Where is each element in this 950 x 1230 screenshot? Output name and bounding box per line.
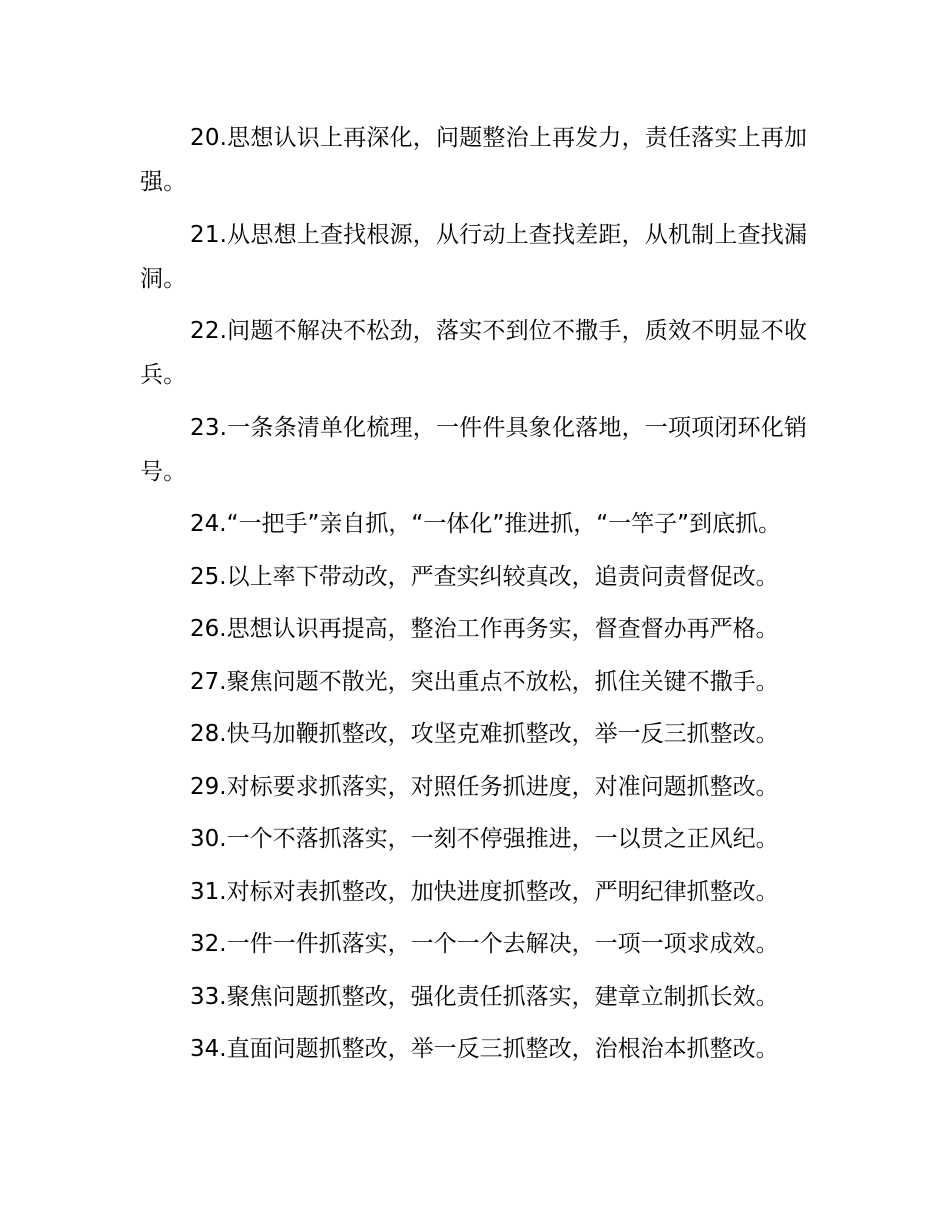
- paragraph-26: 26.思想认识再提高，整治工作再务实，督查督办再严格。: [190, 616, 779, 642]
- paragraph-33: 33.聚焦问题抓整改，强化责任抓落实，建章立制抓长效。: [190, 983, 779, 1010]
- paragraph-23: 23.一条条清单化梳理，一件件具象化落地，一项项闭环化销号。: [140, 414, 808, 485]
- paragraph-20: 20.思想认识上再深化，问题整治上再发力，责任落实上再加强。: [140, 125, 808, 195]
- paragraph-21: 21.从思想上查找根源，从行动上查找差距，从机制上查找漏洞。: [140, 221, 808, 292]
- paragraph-30: 30.一个不落抓落实，一刻不停强推进，一以贯之正风纪。: [190, 826, 779, 852]
- paragraph-34: 34.直面问题抓整改，举一反三抓整改，治根治本抓整改。: [190, 1036, 779, 1062]
- paragraph-31: 31.对标对表抓整改，加快进度抓整改，严明纪律抓整改。: [190, 878, 779, 905]
- paragraph-32: 32.一件一件抓落实，一个一个去解决，一项一项求成效。: [190, 931, 779, 957]
- paragraph-27: 27.聚焦问题不散光，突出重点不放松，抓住关键不撒手。: [190, 668, 779, 695]
- paragraph-28: 28.快马加鞭抓整改，攻坚克难抓整改，举一反三抓整改。: [190, 721, 779, 747]
- paragraph-24: 24.“一把手”亲自抓，“一体化”推进抓，“一竿子”到底抓。: [190, 511, 782, 537]
- paragraph-22: 22.问题不解决不松劲，落实不到位不撒手，质效不明显不收兵。: [140, 318, 808, 388]
- paragraph-list: [140, 116, 816, 1080]
- paragraph-25: 25.以上率下带动改，严查实纠较真改，追责问责督促改。: [190, 563, 779, 590]
- paragraph-29: 29.对标要求抓落实，对照任务抓进度，对准问题抓整改。: [190, 773, 779, 800]
